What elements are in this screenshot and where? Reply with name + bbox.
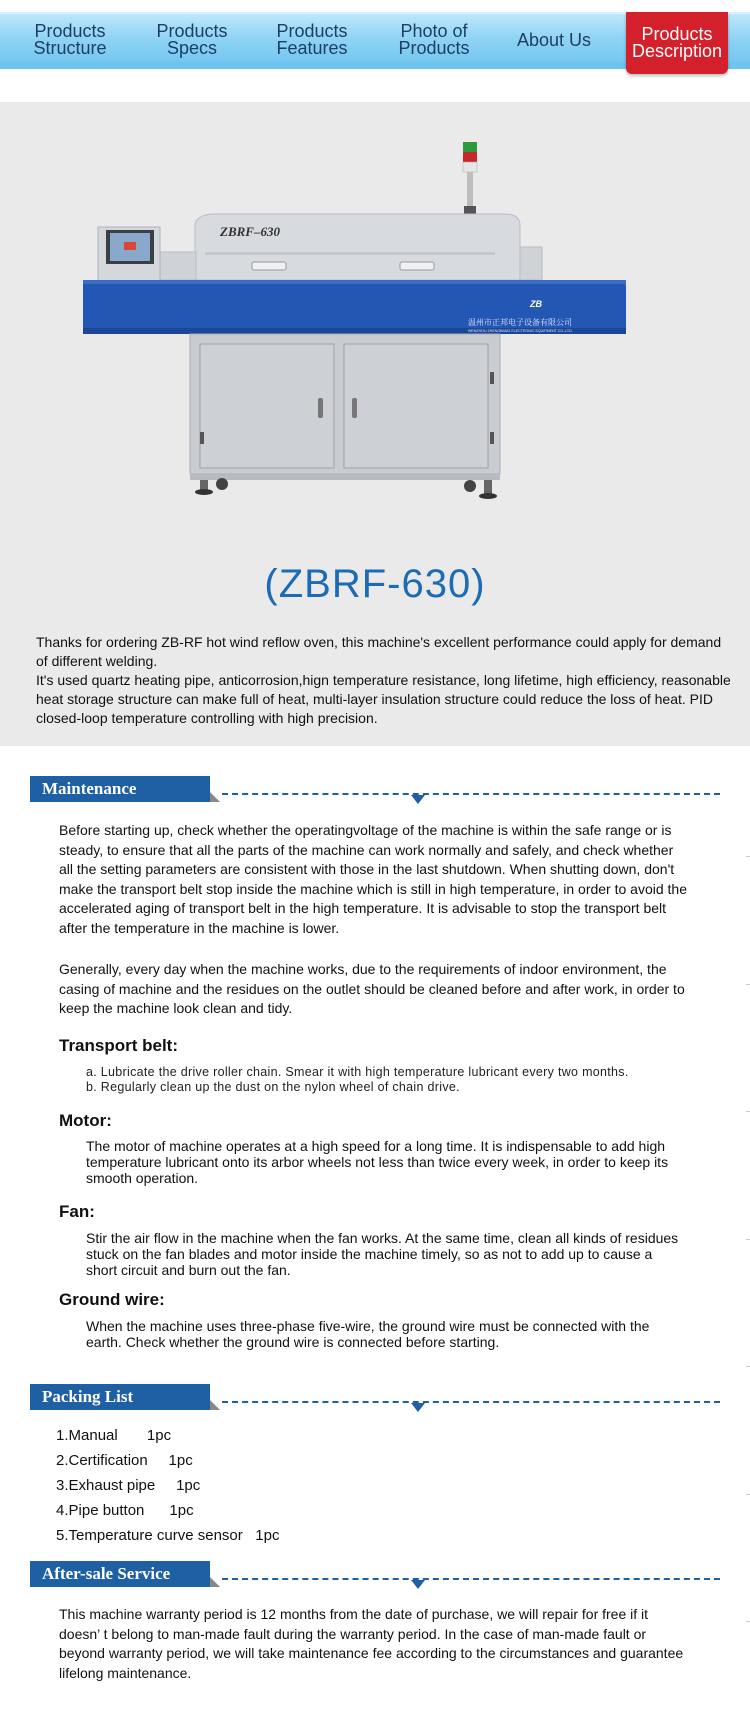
after-sale-title: After-sale Service xyxy=(30,1561,210,1587)
header-dashed-line xyxy=(222,1578,720,1580)
header-dashed-line xyxy=(222,793,720,795)
after-sale-text: This machine warranty period is 12 months from the date of purchase, we will repair for free if it doesn’ t belong to man-made fault during the warranty period. In the case of man-made fault or beyond warranty period, we will take maintenance fee according to the circumstances and guarantee lifelong maintenance. xyxy=(59,1606,684,1681)
packing-item: 2.Certification 1pc xyxy=(56,1452,193,1469)
header-arrow-icon xyxy=(411,1403,425,1412)
nav-photo-of-products[interactable]: Photo of Products xyxy=(398,21,470,58)
header-dashed-line xyxy=(222,1401,720,1403)
edge-tick xyxy=(746,984,750,985)
machine-logo-text: ZBRF–630 xyxy=(220,224,280,239)
transport-belt-list xyxy=(86,1065,629,1094)
packing-item: 5.Temperature curve sensor 1pc xyxy=(56,1527,280,1544)
fan-text: Stir the air flow in the machine when the fan works. At the same time, clean all kinds of residues stuck on the fan blades and motor inside the machine timely, so as not to add up to cause a short circuit and burn out the fan. xyxy=(86,1230,679,1278)
motor-text: The motor of machine operates at a high speed for a long time. It is indispensable to add high temperature lubricant onto its arbor wheels not less than twice every week, in order to keep its smooth operation. xyxy=(86,1138,669,1186)
model-title: (ZBRF-630) xyxy=(264,562,486,606)
maintenance-paragraph-1: Before starting up, check whether the operatingvoltage of the machine is within the safe range or is steady, to ensure that all the parts of the machine can work normally and safely, and check whether all the setting parameters are consistent with those in the last shutdown. When shutting down, don't make the transport belt stop inside the machine which is still in high temperature, in order to avoid the accelerated aging of transport belt in the high temperature. It is advisable to stop the transport belt after the temperature in the machine is lower. xyxy=(59,822,687,936)
nav-about-us[interactable]: About Us xyxy=(516,29,592,50)
transport-belt-heading: Transport belt: xyxy=(59,1036,179,1055)
packing-item: 1.Manual 1pc xyxy=(56,1427,172,1444)
ground-wire-heading: Ground wire: xyxy=(59,1290,165,1309)
edge-tick xyxy=(746,1494,750,1495)
packing-list xyxy=(56,1423,279,1548)
reflow-oven-image xyxy=(0,102,750,562)
header-arrow-icon xyxy=(411,1580,425,1589)
company-name-cn: 温州市正邦电子设备有限公司 xyxy=(468,318,572,327)
hero-section xyxy=(0,102,750,746)
header-corner-shape xyxy=(210,792,220,802)
edge-tick xyxy=(746,1366,750,1367)
maintenance-paragraph-2: Generally, every day when the machine works, due to the requirements of indoor environment, the casing of machine and the residues on the outlet should be cleaned before and after work, in order to keep the machine look clean and tidy. xyxy=(59,961,685,1016)
intro-text xyxy=(36,633,736,728)
edge-tick xyxy=(746,1621,750,1622)
maintenance-title: Maintenance xyxy=(30,776,210,802)
intro-paragraph-1: Thanks for ordering ZB-RF hot wind reflow oven, this machine's excellent performance could apply for demand of different welding. xyxy=(36,634,722,669)
packing-item: 3.Exhaust pipe 1pc xyxy=(56,1477,201,1494)
intro-paragraph-2: It's used quartz heating pipe, anticorrosion,hign temperature resistance, long lifetime, high efficiency, reasonable heat storage structure can make full of heat, multi-layer insulation structure could reduce the loss of heat. PID closed-loop temperature controlling with high precision. xyxy=(36,672,731,726)
edge-tick xyxy=(746,856,750,857)
maintenance-header xyxy=(30,776,720,808)
header-corner-shape xyxy=(210,1400,220,1410)
edge-tick xyxy=(746,1239,750,1240)
top-nav xyxy=(0,0,750,80)
list-item: a. Lubricate the drive roller chain. Smear it with high temperature lubricant every two months. xyxy=(86,1065,629,1079)
edge-tick xyxy=(746,1111,750,1112)
nav-products-structure[interactable]: Products Structure xyxy=(33,21,107,58)
packing-list-header xyxy=(30,1384,720,1416)
header-arrow-icon xyxy=(411,795,425,804)
nav-products-specs[interactable]: Products Specs xyxy=(156,21,228,58)
fan-heading: Fan: xyxy=(59,1202,95,1221)
company-name-en: WENZHOU ZHENGBANG ELECTRONIC EQUIPMENT CO.,LTD. xyxy=(468,329,573,333)
motor-heading: Motor: xyxy=(59,1111,112,1130)
nav-products-features[interactable]: Products Features xyxy=(276,21,348,58)
packing-item: 4.Pipe button 1pc xyxy=(56,1502,194,1519)
packing-list-title: Packing List xyxy=(30,1384,210,1410)
nav-products-description[interactable]: Products Description xyxy=(626,12,728,74)
header-corner-shape xyxy=(210,1577,220,1587)
ground-wire-text: When the machine uses three-phase five-wire, the ground wire must be connected with the earth. Check whether the ground wire is connected before starting. xyxy=(86,1318,650,1350)
list-item: b. Regularly clean up the dust on the nylon wheel of chain drive. xyxy=(86,1079,460,1094)
brand-mark-icon: ZB xyxy=(530,299,542,309)
after-sale-header xyxy=(30,1561,720,1593)
